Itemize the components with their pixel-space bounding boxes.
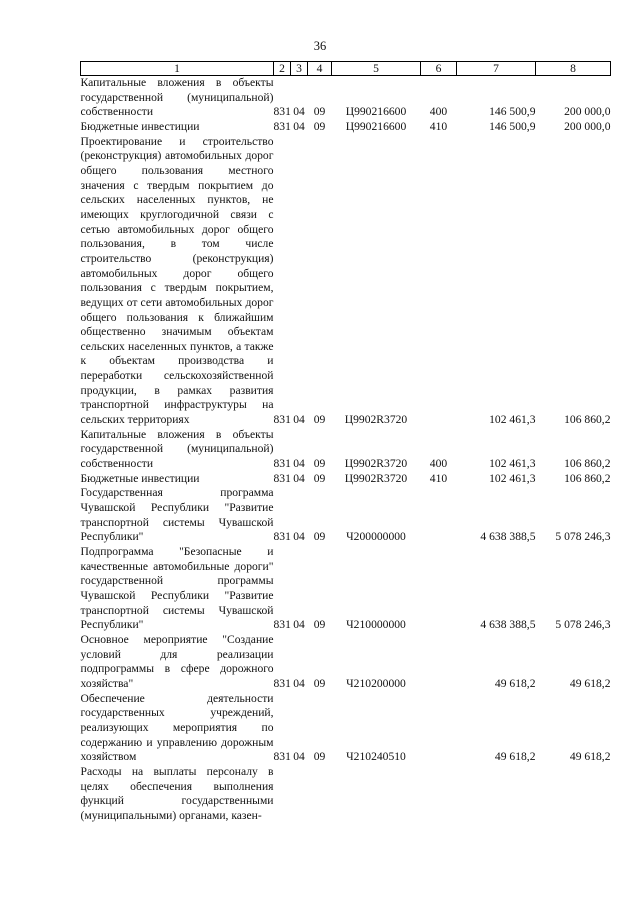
column-header: 4 [308, 62, 332, 76]
expense-type-code: 400 [429, 457, 448, 471]
target-article-code: Ч210240510 [346, 750, 406, 764]
ministry-code: 831 [273, 457, 291, 471]
subsection-code: 09 [313, 413, 326, 427]
ministry-code: 831 [273, 618, 291, 632]
ministry-code: 831 [273, 119, 291, 133]
table-row [81, 765, 611, 824]
subsection-code: 09 [313, 676, 326, 690]
row-description: Бюджетные инвестиции [80, 471, 200, 485]
subsection-code: 09 [313, 750, 326, 764]
ministry-code: 831 [273, 413, 291, 427]
subsection-code: 09 [313, 105, 326, 119]
expense-type-code: 400 [429, 105, 448, 119]
target-article-code: Ч210000000 [346, 618, 406, 632]
section-code: 04 [293, 471, 305, 485]
target-article-code: Ц9902R3720 [344, 457, 408, 471]
target-article-code: Ц990216600 [345, 105, 407, 119]
row-description: Расходы на выплаты персоналу в целях обеспечения выполнения функций государственными (муниципальными) органами, казен- [80, 764, 274, 822]
row-description: Государственная программа Чувашской Республики "Развитие транспортной системы Чувашской Республики" [80, 486, 274, 544]
section-code: 04 [293, 119, 305, 133]
expense-type-code [421, 633, 457, 692]
target-article-code: Ц9902R3720 [344, 471, 408, 485]
row-description: Проектирование и строительство (реконструкция) автомобильных дорог общего пользования местного значения с твердым покрытием до сельских населенных пунктов, не имеющих круглогодичной связи с сетью автомобильных дорог общего пользования, в том числе строительство (реконструкция) автомобильных дорог общего пользования с твердым покрытием, ведущих от сети автомобильных дорог общего пользования к ближайшим общественно значимым объектам сельских населенных пунктов, а также к объектам производства и переработки сельскохозяйственной продукции, в рамках развития транспортной инфраструктуры на сельских территориях [80, 134, 274, 427]
expense-type-code [421, 486, 457, 545]
amount-year-1: 146 500,9 [489, 105, 536, 119]
row-description: Капитальные вложения в объекты государственной (муниципальной) собственности [80, 76, 274, 119]
amount-year-2: 106 860,2 [564, 413, 611, 427]
column-header: 2 [274, 62, 291, 76]
ministry-code: 831 [273, 676, 291, 690]
amount-year-2: 106 860,2 [564, 457, 611, 471]
amount-year-2: 49 618,2 [569, 750, 611, 764]
amount-year-1: 146 500,9 [489, 119, 536, 133]
table-row [81, 486, 611, 545]
subsection-code: 09 [313, 119, 326, 133]
column-header: 3 [291, 62, 308, 76]
expense-type-code [421, 765, 457, 824]
header-row [81, 62, 611, 76]
amount-year-1: 49 618,2 [494, 676, 536, 690]
section-code: 04 [293, 618, 305, 632]
section-code: 04 [293, 750, 305, 764]
subsection-code: 09 [313, 457, 326, 471]
row-description: Основное мероприятие "Создание условий для реализации подпрограммы в сфере дорожного хозяйства" [80, 632, 274, 690]
ministry-code [274, 765, 291, 824]
subsection-code [308, 765, 332, 824]
row-description: Бюджетные инвестиции [80, 119, 200, 133]
budget-table [80, 61, 611, 823]
amount-year-1: 4 638 388,5 [480, 530, 536, 544]
amount-year-2: 5 078 246,3 [555, 530, 611, 544]
section-code [291, 765, 308, 824]
expense-type-code [421, 545, 457, 633]
amount-year-1: 102 461,3 [489, 457, 536, 471]
expense-type-code: 410 [429, 471, 448, 485]
page-number: 36 [313, 39, 327, 53]
amount-year-1 [457, 765, 536, 824]
subsection-code: 09 [313, 530, 326, 544]
table-row [81, 120, 611, 135]
ministry-code: 831 [273, 105, 291, 119]
amount-year-2: 106 860,2 [564, 471, 611, 485]
amount-year-1: 4 638 388,5 [480, 618, 536, 632]
table-row [81, 472, 611, 487]
target-article-code: Ц990216600 [345, 119, 407, 133]
table-row [81, 76, 611, 120]
row-description: Обеспечение деятельности государственных учреждений, реализующих мероприятия по содержанию и управлению дорожным хозяйством [80, 691, 274, 764]
section-code: 04 [293, 676, 305, 690]
ministry-code: 831 [273, 471, 291, 485]
ministry-code: 831 [273, 530, 291, 544]
expense-type-code: 410 [429, 119, 448, 133]
column-header: 8 [536, 62, 611, 76]
section-code: 04 [293, 105, 305, 119]
table-row [81, 633, 611, 692]
section-code: 04 [293, 457, 305, 471]
table-row [81, 692, 611, 765]
section-code: 04 [293, 530, 305, 544]
expense-type-code [421, 135, 457, 428]
target-article-code [332, 765, 421, 824]
target-article-code: Ч200000000 [346, 530, 406, 544]
target-article-code: Ч210200000 [346, 676, 406, 690]
amount-year-2: 49 618,2 [569, 676, 611, 690]
table-row [81, 428, 611, 472]
column-header: 5 [332, 62, 421, 76]
amount-year-2: 200 000,0 [564, 119, 611, 133]
target-article-code: Ц9902R3720 [344, 413, 408, 427]
amount-year-1: 102 461,3 [489, 471, 536, 485]
row-description: Капитальные вложения в объекты государственной (муниципальной) собственности [80, 427, 274, 471]
subsection-code: 09 [313, 618, 326, 632]
section-code: 04 [293, 413, 305, 427]
table-row [81, 135, 611, 428]
amount-year-2 [536, 765, 611, 824]
ministry-code: 831 [273, 750, 291, 764]
column-header: 6 [421, 62, 457, 76]
amount-year-2: 5 078 246,3 [555, 618, 611, 632]
table-row [81, 545, 611, 633]
amount-year-1: 102 461,3 [489, 413, 536, 427]
row-description: Подпрограмма "Безопасные и качественные автомобильные дороги" государственной программы Чувашской Республики "Развитие транспортной системы Чувашской Республики" [80, 545, 274, 632]
expense-type-code [421, 692, 457, 765]
amount-year-2: 200 000,0 [564, 105, 611, 119]
column-header: 7 [457, 62, 536, 76]
subsection-code: 09 [313, 471, 326, 485]
column-header: 1 [81, 62, 274, 76]
amount-year-1: 49 618,2 [494, 750, 536, 764]
